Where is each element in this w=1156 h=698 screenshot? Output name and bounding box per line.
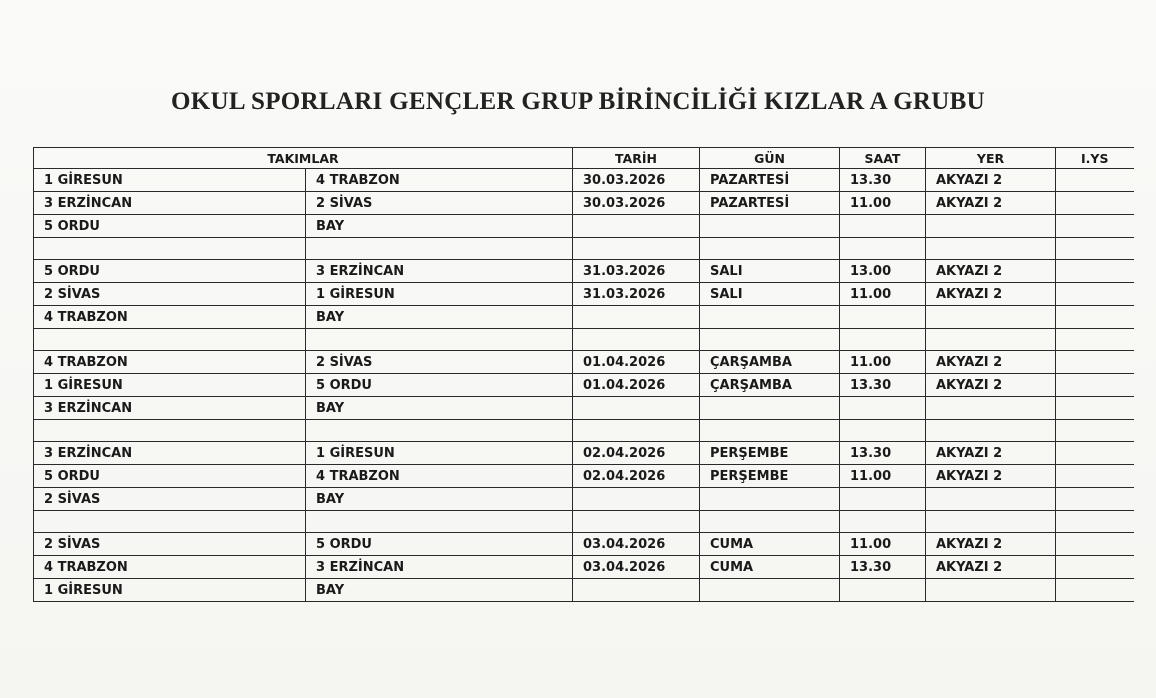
day-cell: SALI [700, 283, 840, 306]
lys-cell [1056, 556, 1134, 579]
table-row [34, 260, 1134, 283]
table-row [34, 556, 1134, 579]
day-cell [700, 420, 840, 442]
table-row [34, 192, 1134, 215]
day-cell [700, 579, 840, 602]
time-cell: 11.00 [840, 351, 926, 374]
away-team-cell: 5 ORDU [306, 374, 573, 397]
time-cell [840, 397, 926, 420]
place-cell: AKYAZI 2 [926, 283, 1056, 306]
home-team-cell [34, 420, 306, 442]
table-row [34, 465, 1134, 488]
header-date: TARİH [573, 148, 700, 169]
place-cell: AKYAZI 2 [926, 465, 1056, 488]
time-cell: 13.30 [840, 169, 926, 192]
time-cell [840, 488, 926, 511]
date-cell: 02.04.2026 [573, 465, 700, 488]
lys-cell [1056, 374, 1134, 397]
away-team-cell: 1 GİRESUN [306, 283, 573, 306]
day-cell: ÇARŞAMBA [700, 374, 840, 397]
lys-cell [1056, 351, 1134, 374]
blank-row [34, 511, 1134, 533]
lys-cell [1056, 465, 1134, 488]
day-cell: PAZARTESİ [700, 169, 840, 192]
lys-cell [1056, 397, 1134, 420]
time-cell: 11.00 [840, 192, 926, 215]
day-cell: CUMA [700, 533, 840, 556]
lys-cell [1056, 238, 1134, 260]
date-cell [573, 420, 700, 442]
day-cell: ÇARŞAMBA [700, 351, 840, 374]
place-cell [926, 397, 1056, 420]
time-cell [840, 238, 926, 260]
date-cell [573, 511, 700, 533]
day-cell [700, 215, 840, 238]
home-team-cell [34, 238, 306, 260]
away-team-cell: BAY [306, 306, 573, 329]
place-cell: AKYAZI 2 [926, 374, 1056, 397]
table-row [34, 579, 1134, 602]
away-team-cell: 2 SİVAS [306, 192, 573, 215]
day-cell: SALI [700, 260, 840, 283]
page-title: OKUL SPORLARI GENÇLER GRUP BİRİNCİLİĞİ KIZLAR A GRUBU [171, 88, 985, 115]
lys-cell [1056, 488, 1134, 511]
date-cell: 30.03.2026 [573, 192, 700, 215]
day-cell: PERŞEMBE [700, 465, 840, 488]
table-row [34, 488, 1134, 511]
away-team-cell: BAY [306, 397, 573, 420]
home-team-cell: 2 SİVAS [34, 533, 306, 556]
home-team-cell: 3 ERZİNCAN [34, 397, 306, 420]
home-team-cell: 5 ORDU [34, 260, 306, 283]
schedule-table [33, 147, 1134, 602]
table-row [34, 306, 1134, 329]
time-cell: 11.00 [840, 533, 926, 556]
header-teams: TAKIMLAR [34, 148, 573, 169]
day-cell [700, 488, 840, 511]
blank-row [34, 420, 1134, 442]
away-team-cell: 4 TRABZON [306, 465, 573, 488]
day-cell [700, 397, 840, 420]
away-team-cell [306, 329, 573, 351]
away-team-cell [306, 511, 573, 533]
home-team-cell: 1 GİRESUN [34, 169, 306, 192]
place-cell: AKYAZI 2 [926, 260, 1056, 283]
table-row [34, 374, 1134, 397]
home-team-cell: 4 TRABZON [34, 556, 306, 579]
place-cell [926, 329, 1056, 351]
table-row [34, 283, 1134, 306]
away-team-cell: 4 TRABZON [306, 169, 573, 192]
day-cell [700, 306, 840, 329]
away-team-cell: 5 ORDU [306, 533, 573, 556]
place-cell [926, 579, 1056, 602]
lys-cell [1056, 306, 1134, 329]
time-cell [840, 579, 926, 602]
place-cell [926, 238, 1056, 260]
header-row [34, 148, 1134, 169]
place-cell: AKYAZI 2 [926, 351, 1056, 374]
date-cell: 31.03.2026 [573, 260, 700, 283]
date-cell: 03.04.2026 [573, 533, 700, 556]
date-cell: 02.04.2026 [573, 442, 700, 465]
table-row [34, 442, 1134, 465]
home-team-cell: 2 SİVAS [34, 283, 306, 306]
place-cell [926, 420, 1056, 442]
day-cell: CUMA [700, 556, 840, 579]
home-team-cell: 3 ERZİNCAN [34, 192, 306, 215]
table-row [34, 397, 1134, 420]
place-cell [926, 306, 1056, 329]
place-cell [926, 215, 1056, 238]
lys-cell [1056, 283, 1134, 306]
time-cell: 11.00 [840, 283, 926, 306]
table-row [34, 351, 1134, 374]
lys-cell [1056, 169, 1134, 192]
lys-cell [1056, 329, 1134, 351]
table-row [34, 533, 1134, 556]
away-team-cell: BAY [306, 215, 573, 238]
time-cell: 13.30 [840, 374, 926, 397]
place-cell [926, 488, 1056, 511]
date-cell [573, 579, 700, 602]
date-cell [573, 306, 700, 329]
date-cell: 30.03.2026 [573, 169, 700, 192]
table-row [34, 215, 1134, 238]
place-cell: AKYAZI 2 [926, 192, 1056, 215]
home-team-cell [34, 329, 306, 351]
home-team-cell: 1 GİRESUN [34, 374, 306, 397]
home-team-cell: 2 SİVAS [34, 488, 306, 511]
date-cell [573, 238, 700, 260]
time-cell [840, 329, 926, 351]
away-team-cell: 3 ERZİNCAN [306, 260, 573, 283]
time-cell: 11.00 [840, 465, 926, 488]
time-cell [840, 511, 926, 533]
date-cell: 01.04.2026 [573, 374, 700, 397]
day-cell: PAZARTESİ [700, 192, 840, 215]
day-cell [700, 238, 840, 260]
place-cell: AKYAZI 2 [926, 556, 1056, 579]
home-team-cell: 1 GİRESUN [34, 579, 306, 602]
away-team-cell: BAY [306, 488, 573, 511]
away-team-cell [306, 238, 573, 260]
date-cell [573, 488, 700, 511]
schedule-body [34, 169, 1134, 602]
header-lys: I.YS [1056, 148, 1134, 169]
time-cell [840, 306, 926, 329]
header-place: YER [926, 148, 1056, 169]
lys-cell [1056, 215, 1134, 238]
date-cell: 01.04.2026 [573, 351, 700, 374]
blank-row [34, 329, 1134, 351]
home-team-cell: 3 ERZİNCAN [34, 442, 306, 465]
home-team-cell: 4 TRABZON [34, 306, 306, 329]
lys-cell [1056, 511, 1134, 533]
table-row [34, 169, 1134, 192]
date-cell: 31.03.2026 [573, 283, 700, 306]
place-cell: AKYAZI 2 [926, 169, 1056, 192]
away-team-cell: 2 SİVAS [306, 351, 573, 374]
time-cell: 13.30 [840, 556, 926, 579]
away-team-cell: BAY [306, 579, 573, 602]
lys-cell [1056, 192, 1134, 215]
place-cell: AKYAZI 2 [926, 533, 1056, 556]
header-day: GÜN [700, 148, 840, 169]
home-team-cell: 5 ORDU [34, 215, 306, 238]
lys-cell [1056, 420, 1134, 442]
place-cell [926, 511, 1056, 533]
lys-cell [1056, 260, 1134, 283]
away-team-cell: 1 GİRESUN [306, 442, 573, 465]
home-team-cell: 4 TRABZON [34, 351, 306, 374]
away-team-cell [306, 420, 573, 442]
blank-row [34, 238, 1134, 260]
away-team-cell: 3 ERZİNCAN [306, 556, 573, 579]
place-cell: AKYAZI 2 [926, 442, 1056, 465]
home-team-cell: 5 ORDU [34, 465, 306, 488]
day-cell [700, 511, 840, 533]
date-cell [573, 215, 700, 238]
day-cell [700, 329, 840, 351]
lys-cell [1056, 579, 1134, 602]
date-cell [573, 329, 700, 351]
lys-cell [1056, 533, 1134, 556]
day-cell: PERŞEMBE [700, 442, 840, 465]
time-cell: 13.00 [840, 260, 926, 283]
time-cell: 13.30 [840, 442, 926, 465]
date-cell [573, 397, 700, 420]
header-time: SAAT [840, 148, 926, 169]
date-cell: 03.04.2026 [573, 556, 700, 579]
home-team-cell [34, 511, 306, 533]
time-cell [840, 215, 926, 238]
time-cell [840, 420, 926, 442]
lys-cell [1056, 442, 1134, 465]
